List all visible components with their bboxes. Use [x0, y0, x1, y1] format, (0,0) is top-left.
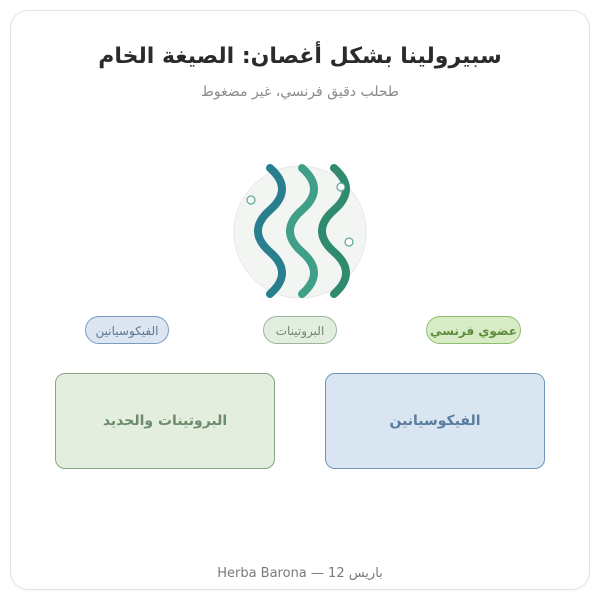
bubble-1	[247, 196, 255, 204]
box-phycocyanin	[325, 373, 545, 469]
bubble-3	[345, 238, 353, 246]
box-proteins-iron-label: البروتينات والحديد	[102, 413, 228, 429]
badge-phycocyanin: الفيكوسيانين	[85, 316, 169, 344]
box-phycocyanin-label: الفيكوسيانين	[389, 413, 481, 429]
bubble-2	[337, 183, 345, 191]
page-title: سبيرولينا بشكل أغصان: الصيغة الخام	[98, 44, 502, 69]
badge-proteins: البروتينات	[263, 316, 337, 344]
box-proteins-iron	[55, 373, 275, 469]
footer: Herba Barona — باريس 12	[217, 566, 383, 581]
page-subtitle: طحلب دقيق فرنسي، غير مضغوط	[200, 84, 400, 100]
badge-organic-french: عضوي فرنسي	[426, 316, 521, 344]
spirulina-strands-icon	[230, 160, 370, 305]
